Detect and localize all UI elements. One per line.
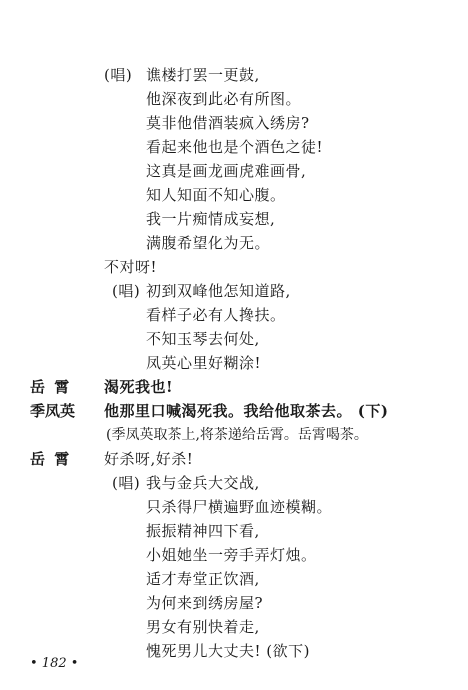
dialogue-text: 好杀呀,好杀! (104, 450, 194, 468)
lyric-line: 我与金兵大交战, (146, 474, 260, 492)
lyric-line: 知人知面不知心腹。 (146, 186, 286, 204)
lyric-line: 看起来他也是个酒色之徒! (146, 138, 324, 156)
stage-direction: (季凤英取茶上,将茶递给岳霄。岳霄喝茶。 (106, 427, 368, 443)
speaker-name: 岳 霄 (30, 450, 72, 468)
speaker-name: 季凤英 (30, 402, 76, 420)
dialogue-text: 他那里口喊渴死我。我给他取茶去。 (下) (104, 402, 389, 420)
lyric-line: 只杀得尸横遍野血迹模糊。 (146, 498, 333, 516)
lyric-line: 满腹希望化为无。 (146, 234, 271, 252)
speaker-name: 岳 霄 (30, 378, 72, 396)
lyric-line: 初到双峰他怎知道路, (146, 282, 291, 300)
sing-tag: (唱) (104, 66, 133, 84)
lyric-line: 莫非他借酒装疯入绣房? (146, 114, 310, 132)
lyric-line: 适才寿堂正饮酒, (146, 570, 260, 588)
lyric-line: 小姐她坐一旁手弄灯烛。 (146, 546, 317, 564)
page-number: • 182 • (30, 656, 79, 671)
lyric-line: 看样子必有人搀扶。 (146, 306, 286, 324)
dialogue-text: 渴死我也! (104, 378, 174, 396)
sing-tag: (唱) (112, 282, 141, 300)
lyric-line: 我一片痴情成妄想, (146, 210, 276, 228)
lyric-line: 他深夜到此必有所图。 (146, 90, 302, 108)
lyric-line: 男女有别快着走, (146, 618, 260, 636)
lyric-line: 愧死男儿大丈夫! (欲下) (146, 642, 311, 660)
lyric-line: 这真是画龙画虎难画骨, (146, 162, 307, 180)
spoken-line: 不对呀! (104, 258, 158, 276)
lyric-line: 凤英心里好糊涂! (146, 354, 262, 372)
lyric-line: 振振精神四下看, (146, 522, 260, 540)
lyric-line: 为何来到绣房屋? (146, 594, 264, 612)
lyric-line: 谯楼打罢一更鼓, (146, 66, 260, 84)
lyric-line: 不知玉琴去何处, (146, 330, 260, 348)
sing-tag: (唱) (112, 474, 141, 492)
